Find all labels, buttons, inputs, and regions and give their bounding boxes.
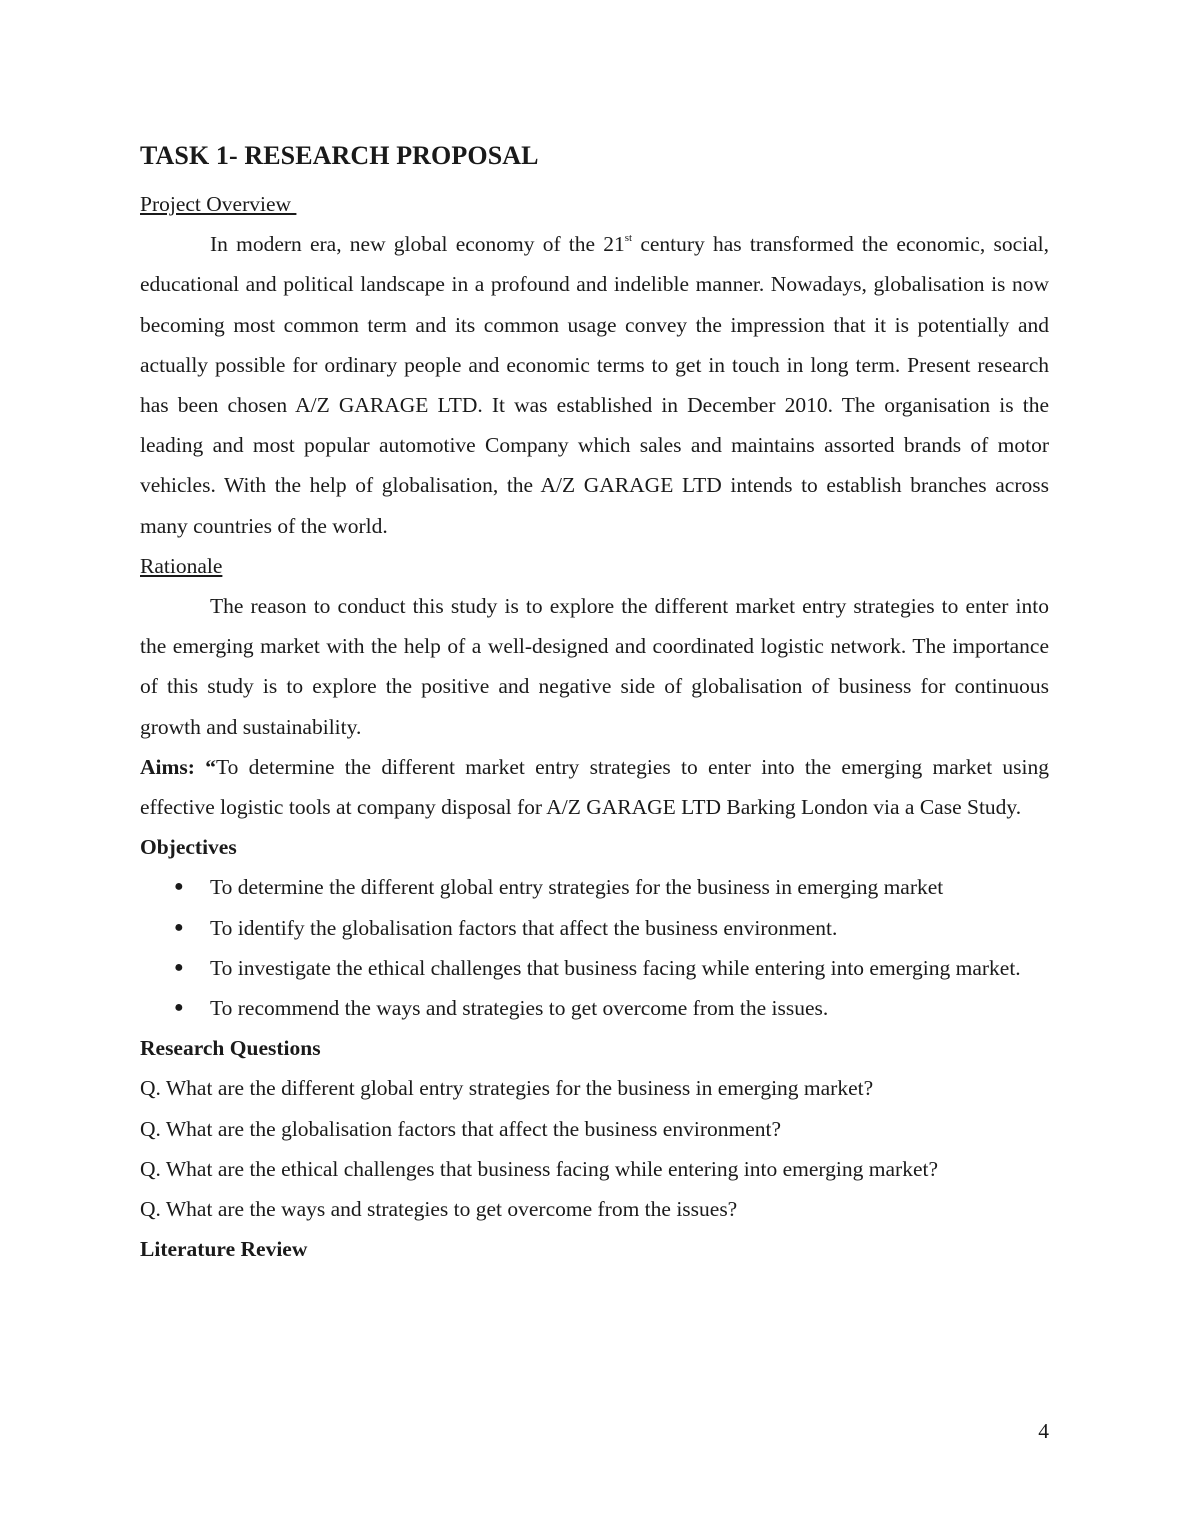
overview-heading-text: Project Overview <box>140 192 297 216</box>
objective-text: To determine the different global entry strategies for the business in emerging market <box>210 875 944 900</box>
rationale-heading <box>140 546 1049 586</box>
list-item <box>140 948 1049 988</box>
overview-text-start: In modern era, new global economy of the 21 <box>210 232 625 257</box>
bullet-icon: ● <box>174 918 184 936</box>
objective-text: To recommend the ways and strategies to get overcome from the issues. <box>210 996 829 1021</box>
document-page <box>140 138 1049 1269</box>
objectives-list <box>140 867 1049 1028</box>
bullet-icon: ● <box>174 878 184 896</box>
bullet-icon: ● <box>174 958 184 976</box>
overview-text-rest: century has transformed the economic, social, educational and political landscape in a profound and indelible manner. Nowadays, globalisation is now becoming most common term and its common usage convey the impression that it is potentially and actually possible for ordinary people and economic terms to get in touch in long term. Present research has been chosen A/Z GARAGE LTD. It was established in December 2010. The organisation is the leading and most popular automotive Company which sales and maintains assorted brands of motor vehicles. With the help of globalisation, the A/Z GARAGE LTD intends to establish branches across many countries of the world. <box>140 232 1050 538</box>
list-item <box>140 908 1049 948</box>
rationale-paragraph: The reason to conduct this study is to explore the different market entry strategies to enter into the emerging market with the help of a well-designed and coordinated logistic network. The importance of this study is to explore the positive and negative side of globalisation of business for continuous growth and sustainability. <box>140 594 1049 739</box>
overview-paragraph <box>140 224 1049 546</box>
page-title: TASK 1- RESEARCH PROPOSAL <box>140 141 539 170</box>
overview-heading <box>140 184 1049 224</box>
page-number: 4 <box>1038 1419 1049 1443</box>
list-item <box>140 988 1049 1028</box>
aims-label: Aims: “ <box>140 754 216 779</box>
literature-review-heading: Literature Review <box>140 1237 308 1262</box>
research-questions-heading: Research Questions <box>140 1036 321 1061</box>
ordinal-superscript: st <box>624 232 633 245</box>
aims-text: To determine the different market entry strategies to enter into the emerging market using effective logistic tools at company disposal for A/Z GARAGE LTD Barking London via a Case Study. <box>140 754 1050 820</box>
research-question: Q. What are the ethical challenges that business facing while entering into emerging market? <box>140 1156 939 1181</box>
research-question: Q. What are the globalisation factors that affect the business environment? <box>140 1116 782 1141</box>
bullet-icon: ● <box>174 999 184 1017</box>
aims-paragraph <box>140 747 1049 827</box>
objectives-heading: Objectives <box>140 835 237 860</box>
objective-text: To investigate the ethical challenges that business facing while entering into emerging market. <box>210 955 1021 980</box>
objective-text: To identify the globalisation factors that affect the business environment. <box>210 915 838 940</box>
list-item <box>140 867 1049 907</box>
research-question: Q. What are the different global entry strategies for the business in emerging market? <box>140 1076 874 1101</box>
research-question: Q. What are the ways and strategies to get overcome from the issues? <box>140 1197 738 1222</box>
rationale-heading-text: Rationale <box>140 553 223 578</box>
